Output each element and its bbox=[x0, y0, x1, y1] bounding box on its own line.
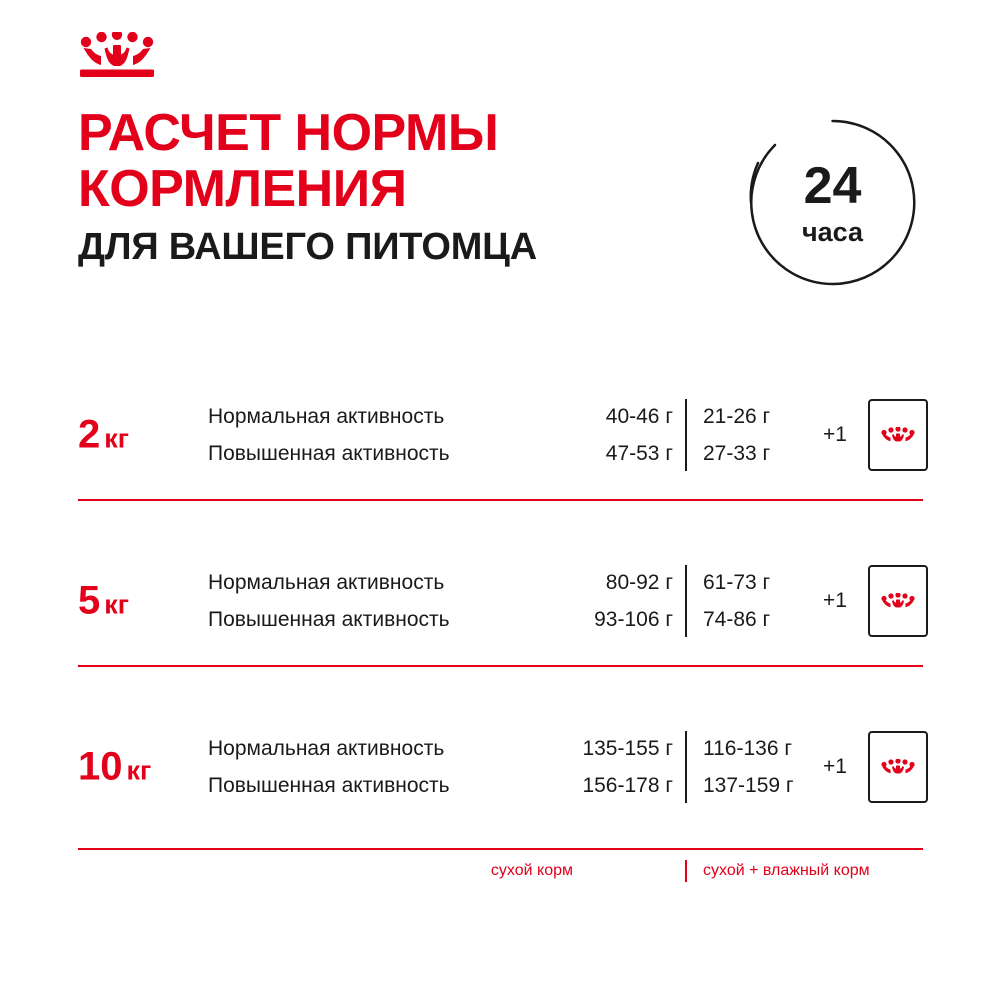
row-activity-labels bbox=[208, 564, 518, 638]
row-weight bbox=[78, 579, 129, 624]
legend-dry-label: сухой корм bbox=[490, 862, 573, 879]
table-row bbox=[78, 702, 923, 832]
feeding-table bbox=[78, 370, 923, 832]
mixed-value: 61-73 г bbox=[703, 571, 771, 594]
row-activity-labels bbox=[208, 730, 518, 804]
mixed-value: 116-136 г bbox=[703, 737, 793, 760]
pouch-count: +1 bbox=[823, 589, 847, 612]
activity-label: Повышенная активность bbox=[208, 774, 450, 797]
row-weight bbox=[78, 745, 151, 790]
row-activity-labels bbox=[208, 398, 518, 472]
table-row bbox=[78, 536, 923, 666]
legend bbox=[78, 848, 923, 888]
legend-divider bbox=[78, 848, 923, 850]
page-title-block bbox=[78, 105, 718, 269]
badge-unit: часа bbox=[801, 216, 864, 247]
badge-number: 24 bbox=[803, 156, 862, 215]
row-weight-value: 2 bbox=[78, 412, 101, 457]
dry-value: 156-178 г bbox=[582, 774, 673, 797]
table-row bbox=[78, 370, 923, 500]
activity-label: Нормальная активность bbox=[208, 405, 445, 428]
page-subtitle: ДЛЯ ВАШЕГО ПИТОМЦА bbox=[78, 226, 537, 269]
row-weight-unit: кг bbox=[126, 755, 152, 786]
wet-food-pouch-icon bbox=[868, 399, 928, 471]
activity-label: Повышенная активность bbox=[208, 442, 450, 465]
duration-badge bbox=[745, 115, 920, 290]
mixed-value: 74-86 г bbox=[703, 608, 771, 631]
pouch-count: +1 bbox=[823, 423, 847, 446]
column-divider bbox=[685, 399, 687, 471]
page-title-line1: РАСЧЕТ НОРМЫ bbox=[78, 104, 499, 162]
dry-value: 80-92 г bbox=[605, 571, 673, 594]
legend-mixed-label: сухой + влажный корм bbox=[703, 862, 870, 879]
row-dry-values bbox=[518, 730, 673, 804]
row-weight bbox=[78, 413, 129, 458]
activity-label: Повышенная активность bbox=[208, 608, 450, 631]
dry-value: 93-106 г bbox=[594, 608, 673, 631]
dry-value: 47-53 г bbox=[605, 442, 673, 465]
row-divider bbox=[78, 665, 923, 667]
dry-value: 135-155 г bbox=[582, 737, 673, 760]
row-weight-value: 10 bbox=[78, 744, 123, 789]
page-title bbox=[78, 105, 718, 217]
row-weight-unit: кг bbox=[104, 423, 130, 454]
legend-separator bbox=[685, 860, 687, 882]
wet-food-pouch-icon bbox=[868, 731, 928, 803]
activity-label: Нормальная активность bbox=[208, 737, 445, 760]
activity-label: Нормальная активность bbox=[208, 571, 445, 594]
column-divider bbox=[685, 731, 687, 803]
mixed-value: 27-33 г bbox=[703, 442, 771, 465]
column-divider bbox=[685, 565, 687, 637]
dry-value: 40-46 г bbox=[605, 405, 673, 428]
wet-food-pouch-icon bbox=[868, 565, 928, 637]
royal-canin-crown-icon bbox=[80, 32, 154, 78]
pouch-count: +1 bbox=[823, 755, 847, 778]
row-weight-value: 5 bbox=[78, 578, 101, 623]
row-dry-values bbox=[518, 564, 673, 638]
row-divider bbox=[78, 499, 923, 501]
page-title-line2: КОРМЛЕНИЯ bbox=[78, 160, 407, 219]
row-weight-unit: кг bbox=[104, 589, 130, 620]
badge-circle-icon bbox=[745, 115, 920, 290]
mixed-value: 21-26 г bbox=[703, 405, 771, 428]
row-dry-values bbox=[518, 398, 673, 472]
mixed-value: 137-159 г bbox=[703, 774, 794, 797]
